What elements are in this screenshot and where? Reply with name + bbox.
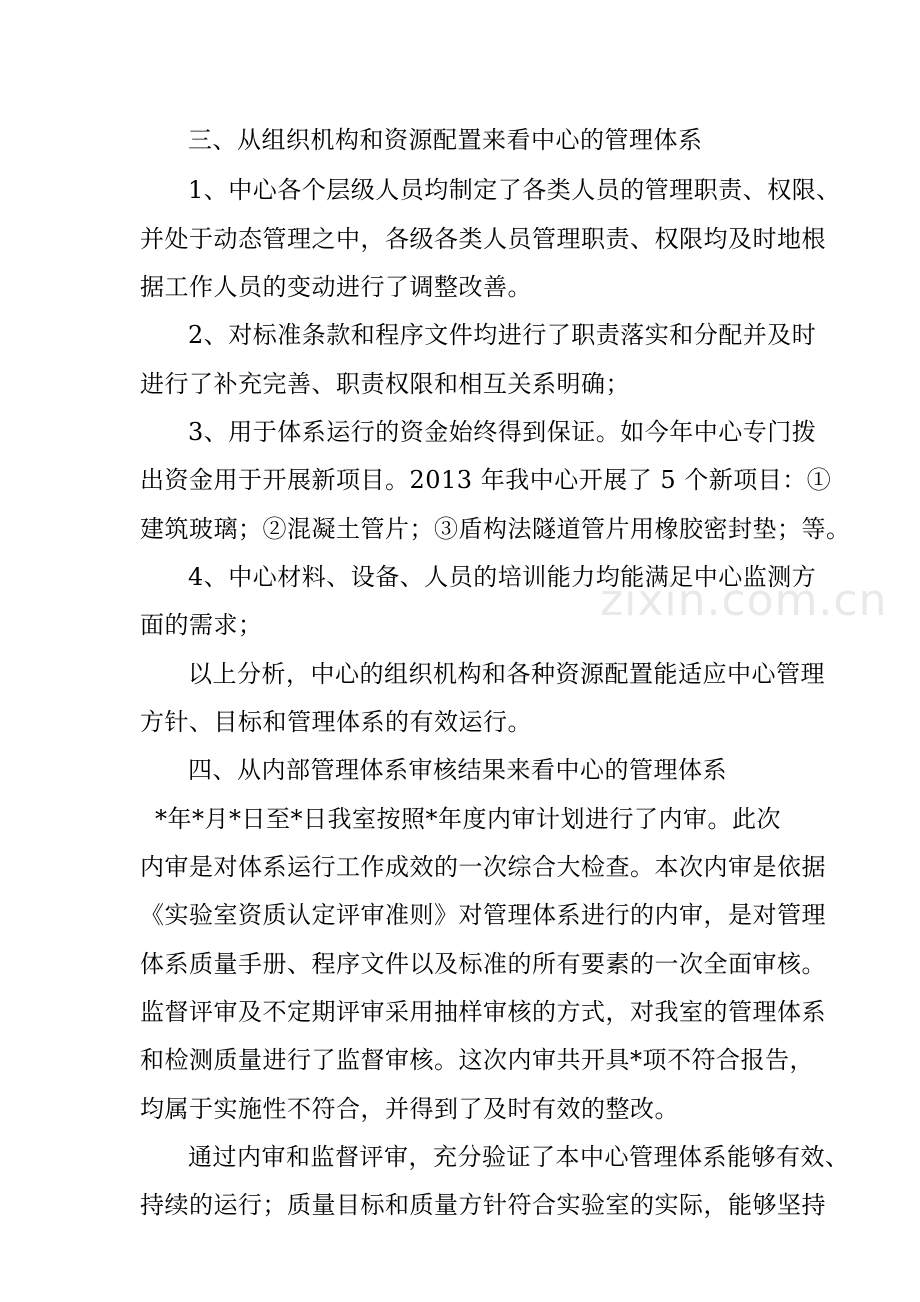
section-heading: 三、从组织机构和资源配置来看中心的管理体系: [188, 126, 703, 154]
section-heading: 四、从内部管理体系审核结果来看中心的管理体系: [188, 756, 727, 784]
paragraph-line: 建筑玻璃；②混凝土管片；③盾构法隧道管片用橡胶密封垫；等。: [140, 515, 851, 543]
paragraph-line: 出资金用于开展新项目。2013 年我中心开展了 5 个新项目：①: [140, 466, 832, 494]
paragraph-line: 体系质量手册、程序文件以及标准的所有要素的一次全面审核。: [140, 950, 826, 978]
paragraph-line: 持续的运行；质量目标和质量方针符合实验室的实际，能够坚持: [140, 1191, 826, 1219]
paragraph-line: 方针、目标和管理体系的有效运行。: [140, 708, 532, 736]
paragraph-line: 《实验室资质认定评审准则》对管理体系进行的内审，是对管理: [140, 901, 826, 929]
paragraph-line: 3、用于体系运行的资金始终得到保证。如今年中心专门拨: [188, 418, 817, 446]
paragraph-line: 均属于实施性不符合，并得到了及时有效的整改。: [140, 1095, 679, 1123]
paragraph-line: *年*月*日至*日我室按照*年度内审计划进行了内审。此次: [155, 805, 781, 833]
paragraph-line: 以上分析，中心的组织机构和各种资源配置能适应中心管理: [188, 660, 825, 688]
paragraph-line: 进行了补充完善、职责权限和相互关系明确；: [140, 370, 630, 398]
paragraph-line: 4、中心材料、设备、人员的培训能力均能满足中心监测方: [188, 563, 817, 591]
paragraph-line: 并处于动态管理之中，各级各类人员管理职责、权限均及时地根: [140, 225, 826, 253]
paragraph-line: 和检测质量进行了监督审核。这次内审共开具*项不符合报告，: [140, 1046, 814, 1074]
paragraph-line: 1、中心各个层级人员均制定了各类人员的管理职责、权限、: [188, 176, 841, 204]
paragraph-line: 监督评审及不定期评审采用抽样审核的方式，对我室的管理体系: [140, 998, 826, 1026]
watermark-text: zixin.com.cn: [600, 575, 888, 626]
paragraph-line: 通过内审和监督评审，充分验证了本中心管理体系能够有效、: [188, 1143, 850, 1171]
paragraph-line: 内审是对体系运行工作成效的一次综合大检查。本次内审是依据: [140, 853, 826, 881]
paragraph-line: 面的需求；: [140, 611, 263, 639]
paragraph-line: 2、对标准条款和程序文件均进行了职责落实和分配并及时: [188, 321, 817, 349]
paragraph-line: 据工作人员的变动进行了调整改善。: [140, 273, 532, 301]
